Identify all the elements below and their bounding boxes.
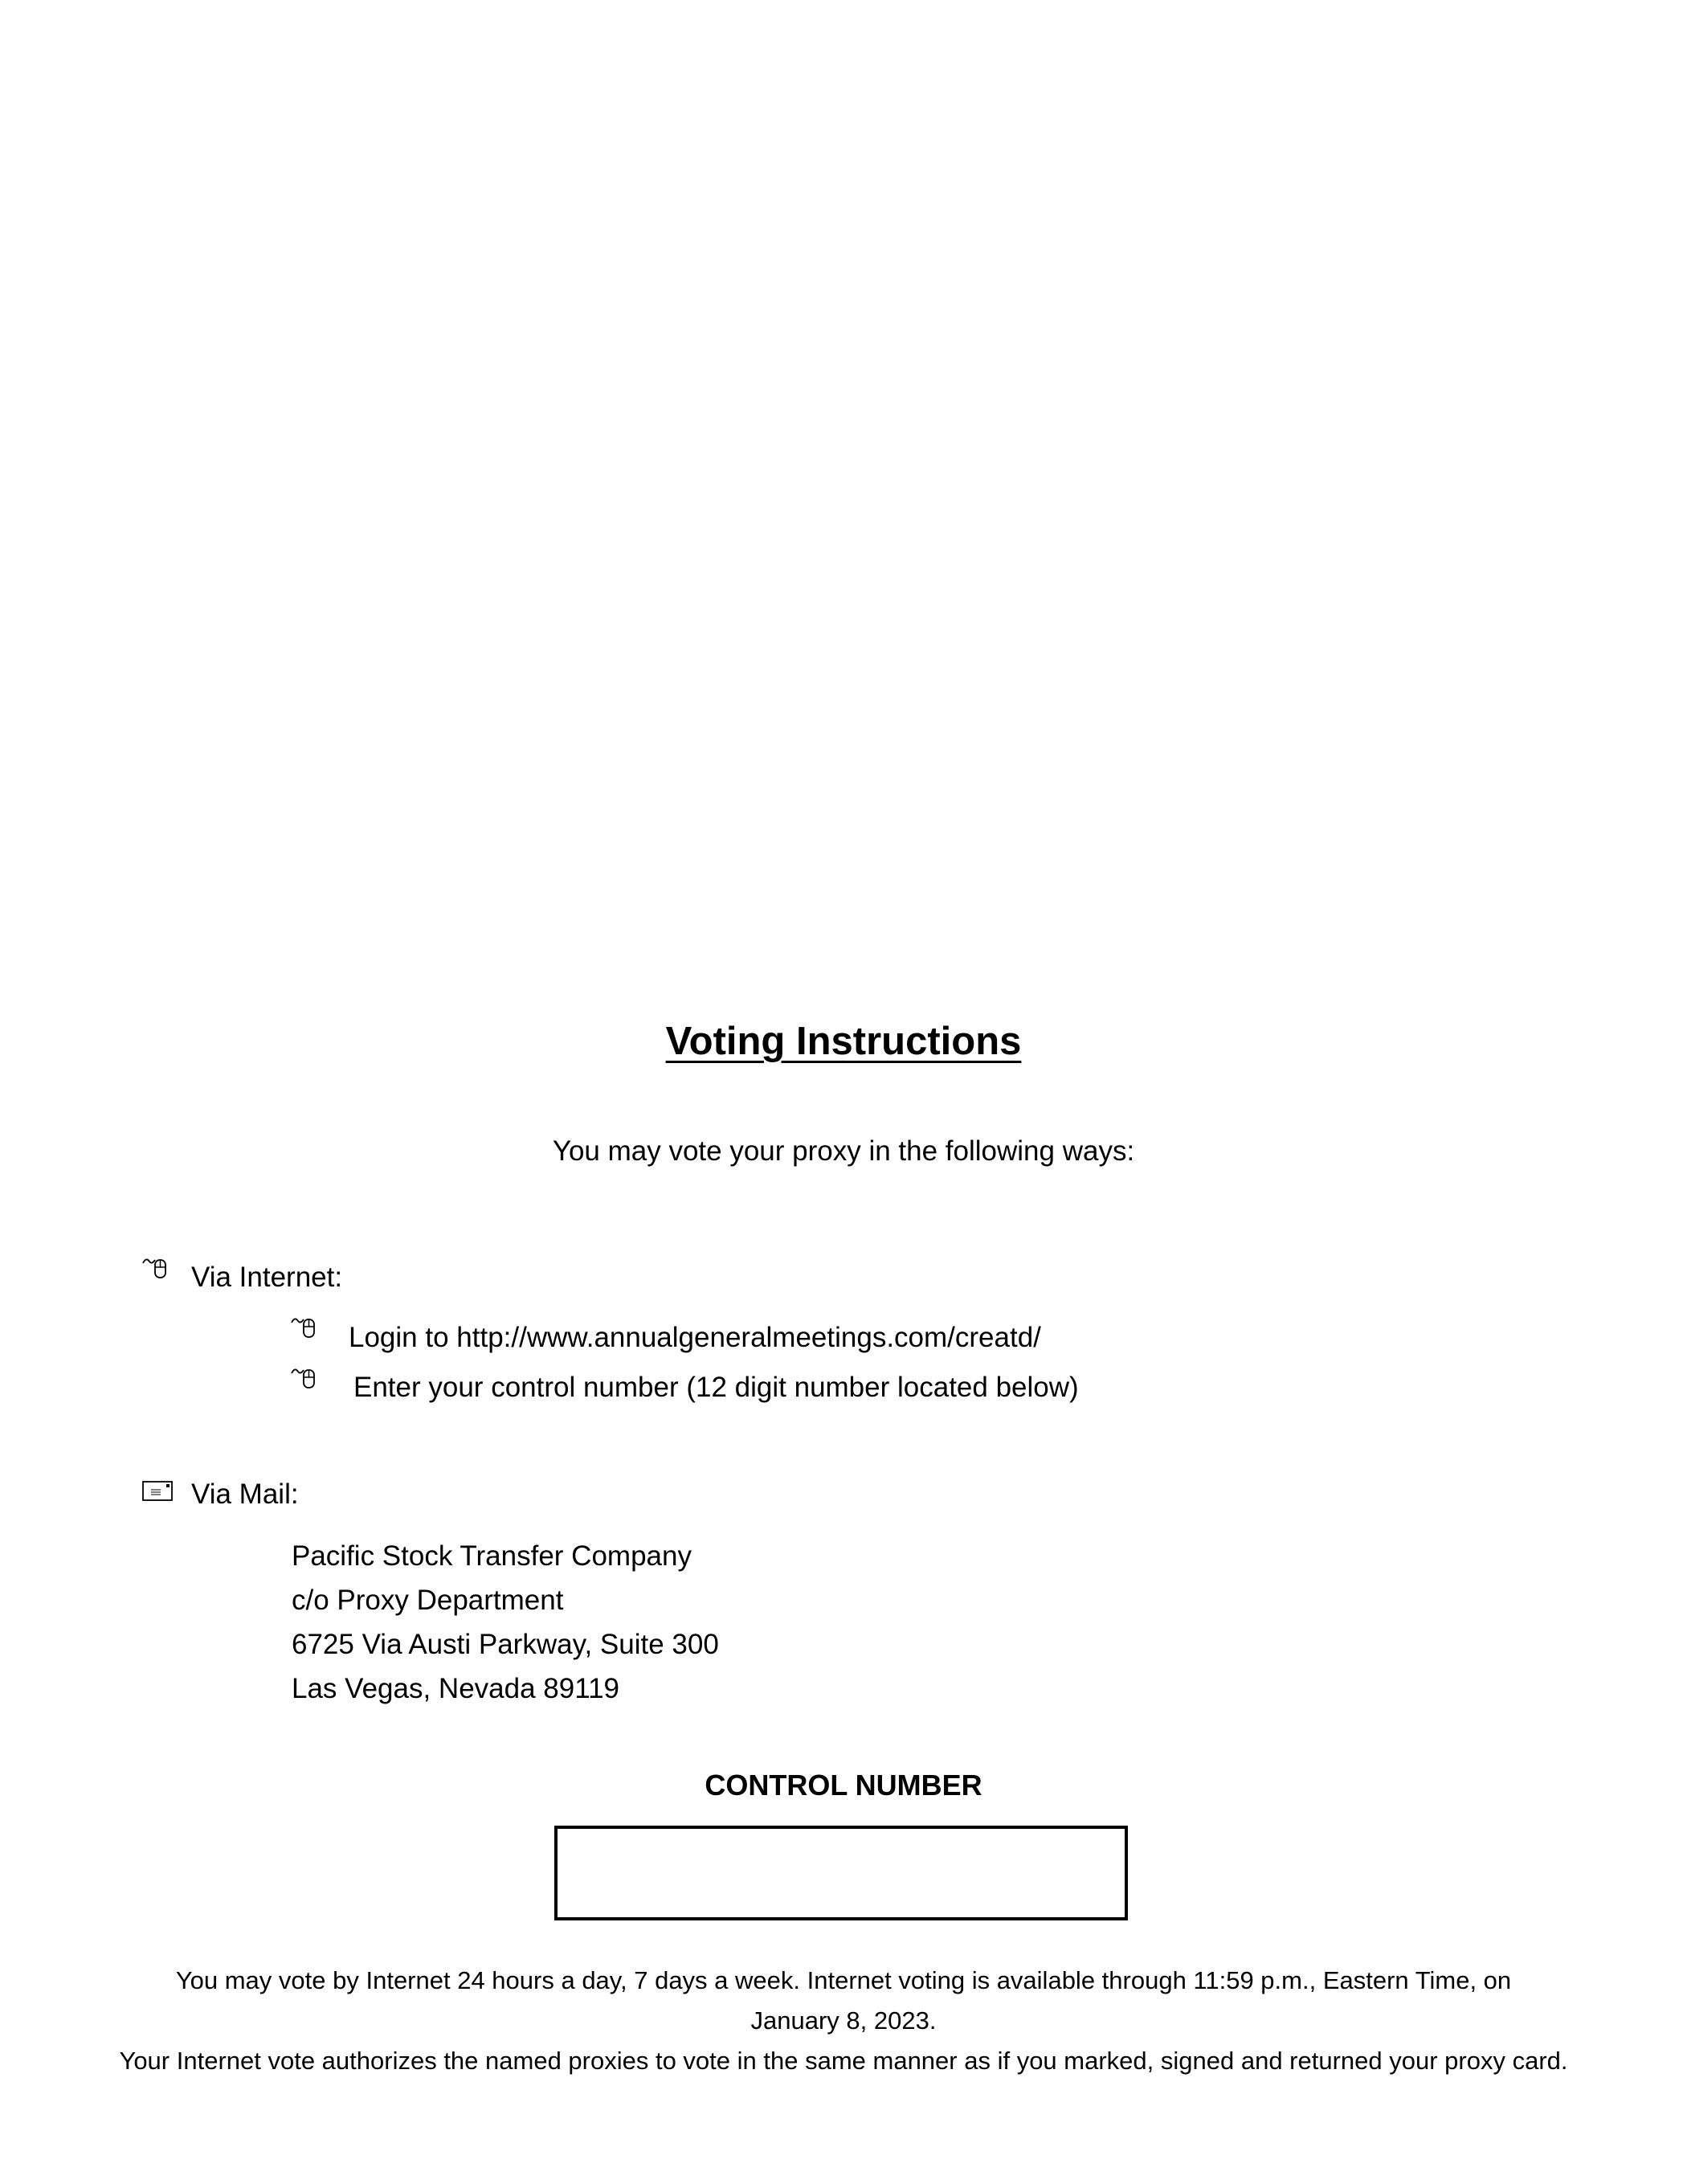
footer-authorization: Your Internet vote authorizes the named proxies to vote in the same manner as if you marked, signed and returned your proxy card. bbox=[119, 2047, 1568, 2075]
mail-address-line: c/o Proxy Department bbox=[292, 1585, 564, 1616]
mouse-icon bbox=[290, 1313, 319, 1342]
mail-address-line: Las Vegas, Nevada 89119 bbox=[292, 1673, 620, 1704]
intro-text: You may vote your proxy in the following ways: bbox=[552, 1135, 1135, 1167]
via-internet-label: Via Internet: bbox=[191, 1262, 343, 1293]
page-title: Voting Instructions bbox=[665, 1020, 1022, 1063]
control-number-box bbox=[554, 1826, 1128, 1920]
footer-voting-hours: You may vote by Internet 24 hours a day, 7 days a week. Internet voting is available through 11:59 p.m., Eastern Time, on bbox=[175, 1966, 1512, 1994]
envelope-icon bbox=[141, 1478, 174, 1503]
mouse-icon bbox=[290, 1364, 319, 1393]
via-mail-label: Via Mail: bbox=[191, 1478, 299, 1510]
mail-address-line: 6725 Via Austi Parkway, Suite 300 bbox=[292, 1629, 719, 1660]
footer-deadline-date: January 8, 2023. bbox=[750, 2006, 937, 2035]
internet-step-login: Login to http://www.annualgeneralmeetings.com/creatd/ bbox=[349, 1322, 1041, 1353]
control-number-label: CONTROL NUMBER bbox=[705, 1769, 982, 1802]
internet-step-control-number: Enter your control number (12 digit number located below) bbox=[353, 1372, 1079, 1403]
mouse-icon bbox=[141, 1254, 170, 1282]
mail-address-line: Pacific Stock Transfer Company bbox=[292, 1540, 692, 1572]
